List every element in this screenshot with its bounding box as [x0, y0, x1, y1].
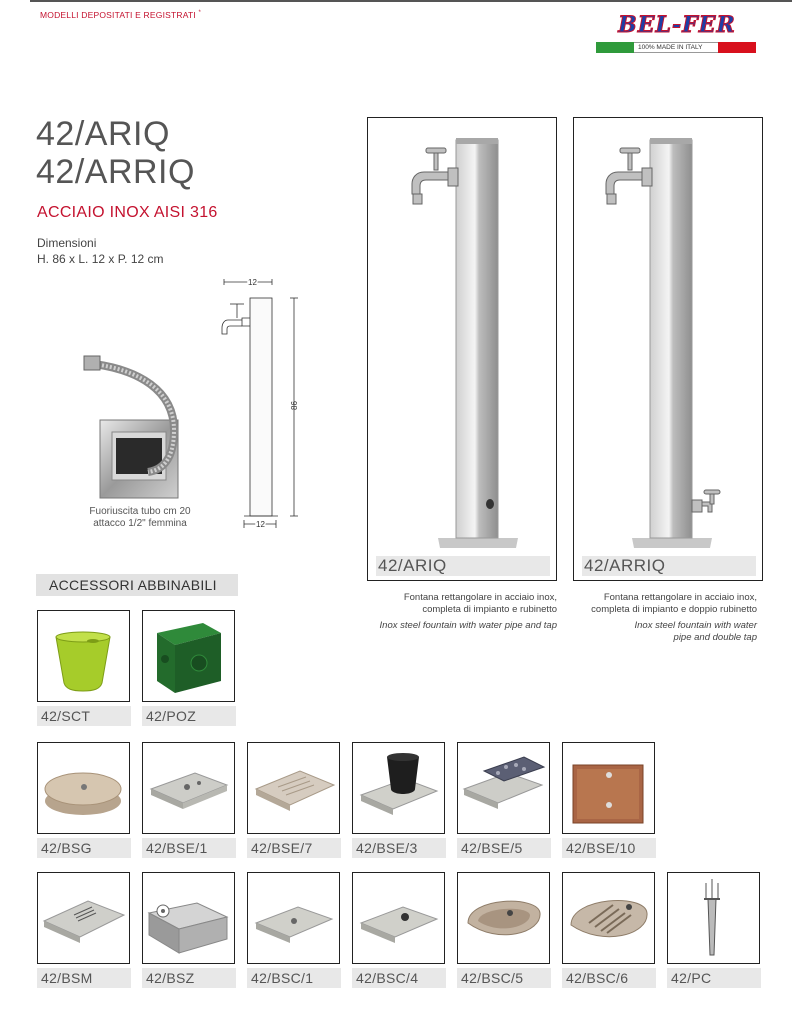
accessory-sct: 42/SCT	[37, 610, 131, 726]
model-code-a: 42/ARIQ	[36, 115, 170, 153]
model-code-b: 42/ARRIQ	[36, 153, 195, 191]
accessory-bsc-4: 42/BSC/4	[352, 872, 446, 988]
accessory-bse-7: 42/BSE/7	[247, 742, 341, 858]
product-image-ariq	[367, 117, 557, 581]
accessory-bsc-6: 42/BSC/6	[562, 872, 656, 988]
technical-drawing	[200, 270, 320, 540]
made-in-italy-label: 100% MADE IN ITALY	[634, 42, 718, 53]
hose-photo	[78, 350, 190, 500]
description-ariq: Fontana rettangolare in acciaio inox, completa di impianto e rubinetto Inox steel fountain with water pipe and tap	[379, 592, 557, 631]
accessory-poz: 42/POZ	[142, 610, 236, 726]
brand-name: BEL-FER	[618, 12, 736, 38]
accessory-bsz: 42/BSZ	[142, 872, 236, 988]
material-label: ACCIAIO INOX AISI 316	[37, 204, 218, 221]
accessory-bse-1: 42/BSE/1	[142, 742, 236, 858]
top-rule	[30, 0, 792, 2]
product-code-arriq: 42/ARRIQ	[582, 556, 756, 576]
accessory-bsg: 42/BSG	[37, 742, 131, 858]
registered-notice: MODELLI DEPOSITATI E REGISTRATI *	[40, 10, 202, 20]
accessory-bsm: 42/BSM	[37, 872, 131, 988]
brand-logo	[594, 10, 760, 56]
product-image-arriq	[573, 117, 763, 581]
drawing-height: 86	[290, 401, 299, 410]
accessory-bse-10: 42/BSE/10	[562, 742, 656, 858]
product-code-ariq: 42/ARIQ	[376, 556, 550, 576]
accessory-pc: 42/PC	[667, 872, 761, 988]
made-in-italy-flag	[596, 42, 756, 53]
accessory-bsc-5: 42/BSC/5	[457, 872, 551, 988]
accessory-bse-3: 42/BSE/3	[352, 742, 446, 858]
drawing-width-bottom: 12	[256, 520, 265, 529]
dimensions-label: Dimensioni	[37, 236, 97, 250]
drawing-width-top: 12	[248, 278, 257, 287]
hose-caption: Fuoriuscita tubo cm 20 attacco 1/2" femmina	[89, 506, 191, 529]
description-arriq: Fontana rettangolare in acciaio inox, completa di impianto e doppio rubinetto Inox steel fountain with water pipe and double tap	[591, 592, 757, 643]
accessory-bse-5: 42/BSE/5	[457, 742, 551, 858]
accessories-title: ACCESSORI ABBINABILI	[36, 574, 238, 596]
accessory-bsc-1: 42/BSC/1	[247, 872, 341, 988]
dimensions-value: H. 86 x L. 12 x P. 12 cm	[37, 252, 164, 266]
